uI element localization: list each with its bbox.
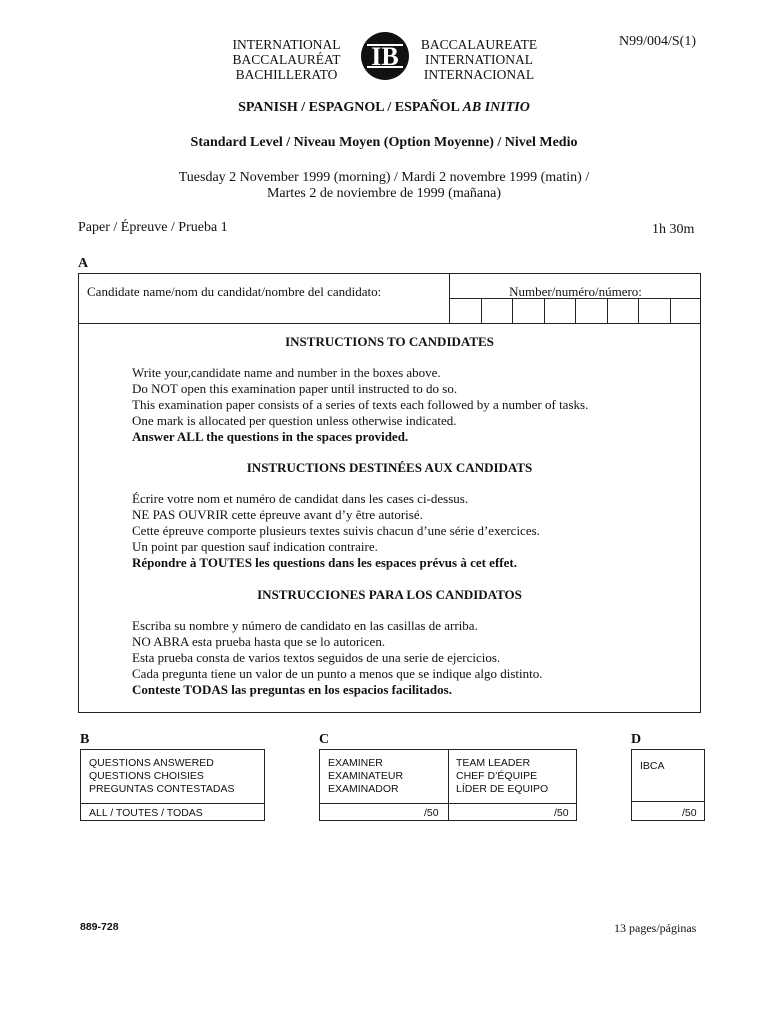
section-a-box <box>78 273 701 713</box>
label-line: PREGUNTAS CONTESTADAS <box>89 783 235 795</box>
instruction-line: Cada pregunta tiene un valor de un punto a menos que se indique algo distinto. <box>132 666 543 681</box>
subject-level-italic: AB INITIO <box>462 100 530 115</box>
team-leader-label <box>456 757 548 796</box>
number-cell[interactable] <box>576 299 608 324</box>
number-cell[interactable] <box>545 299 577 324</box>
instruction-line: NO ABRA esta prueba hasta que se lo autoricen. <box>132 634 386 649</box>
instructions-heading-fr: INSTRUCTIONS DESTINÉES AUX CANDIDATS <box>246 460 533 475</box>
instruction-line-bold: Conteste TODAS las preguntas en los espacios facilitados. <box>132 682 452 697</box>
all-questions-label: ALL / TOUTES / TODAS <box>89 807 203 819</box>
org-line: INTERNATIONAL <box>232 37 341 52</box>
questions-answered-label <box>89 757 234 796</box>
section-c-box <box>319 749 577 821</box>
instruction-line: Escriba su nombre y número de candidato en las casillas de arriba. <box>132 618 478 633</box>
instructions-en <box>132 365 588 445</box>
candidate-number-label: Number/numéro/número: <box>509 284 642 299</box>
instructions-es <box>132 618 543 698</box>
org-line: BACCALAUREATE <box>420 37 538 52</box>
number-cell[interactable] <box>450 299 482 324</box>
duration: 1h 30m <box>652 222 695 237</box>
org-name-right <box>414 37 544 82</box>
label-line: EXAMINATEUR <box>328 770 404 782</box>
number-cell[interactable] <box>639 299 671 324</box>
candidate-name-label: Candidate name/nom du candidat/nombre del candidato: <box>87 284 382 299</box>
instruction-line: This examination paper consists of a series of texts each followed by a number of tasks. <box>132 397 589 412</box>
number-cell[interactable] <box>482 299 514 324</box>
ib-logo-text: IB <box>371 42 399 71</box>
date-line: Tuesday 2 November 1999 (morning) / Mardi 2 novembre 1999 (matin) / <box>178 170 590 185</box>
page-count: 13 pages/páginas <box>614 921 697 935</box>
ibca-score: /50 <box>682 807 697 819</box>
number-cell[interactable] <box>608 299 640 324</box>
paper-code: N99/004/S(1) <box>619 34 696 49</box>
instruction-line: Do NOT open this examination paper until instructed to do so. <box>132 381 458 396</box>
instruction-line: Write your,candidate name and number in the boxes above. <box>132 365 441 380</box>
section-b-box <box>80 749 265 821</box>
org-line: BACHILLERATO <box>235 67 338 82</box>
examiner-score: /50 <box>424 807 439 819</box>
instruction-line: NE PAS OUVRIR cette épreuve avant d’y être autorisé. <box>132 507 423 522</box>
instructions-heading-es: INSTRUCCIONES PARA LOS CANDIDATOS <box>257 587 522 602</box>
level-title: Standard Level / Niveau Moyen (Option Moyenne) / Nivel Medio <box>190 135 578 150</box>
team-leader-score: /50 <box>554 807 569 819</box>
subject-title <box>0 100 768 116</box>
label-line: TEAM LEADER <box>456 757 531 769</box>
subject-name: SPANISH / ESPAGNOL / ESPAÑOL <box>238 100 460 115</box>
candidate-number-area <box>449 274 701 323</box>
candidate-row <box>79 274 700 324</box>
section-d-box <box>631 749 705 821</box>
section-a-letter: A <box>78 256 89 271</box>
label-line: CHEF D’ÉQUIPE <box>456 770 538 782</box>
instruction-line: Un point par question sauf indication contraire. <box>132 539 378 554</box>
instruction-line: Esta prueba consta de varios textos seguidos de una serie de ejercicios. <box>132 650 501 665</box>
org-line: BACCALAURÉAT <box>232 52 341 67</box>
instruction-line-bold: Answer ALL the questions in the spaces provided. <box>132 429 409 444</box>
instruction-line: One mark is allocated per question unless otherwise indicated. <box>132 413 457 428</box>
instructions-fr <box>132 491 540 571</box>
instruction-line: Écrire votre nom et numéro de candidat dans les cases ci-dessus. <box>132 491 469 506</box>
ibca-label: IBCA <box>640 760 665 772</box>
divider <box>81 803 264 804</box>
org-name-left <box>220 37 353 82</box>
examiner-label <box>328 757 403 796</box>
paper-label: Paper / Épreuve / Prueba 1 <box>78 220 228 235</box>
document-code: 889-728 <box>80 921 119 933</box>
instructions-heading-en: INSTRUCTIONS TO CANDIDATES <box>285 334 494 349</box>
label-line: EXAMINADOR <box>328 783 399 795</box>
org-line: INTERNACIONAL <box>423 67 535 82</box>
ib-logo <box>360 31 410 81</box>
number-cell[interactable] <box>671 299 702 324</box>
divider <box>448 750 449 820</box>
section-c-letter: C <box>319 732 330 747</box>
label-line: LÍDER DE EQUIPO <box>456 783 549 795</box>
divider <box>632 801 704 802</box>
instruction-line: Cette épreuve comporte plusieurs textes suivis chacun d’une série d’exercices. <box>132 523 540 538</box>
label-line: QUESTIONS CHOISIES <box>89 770 204 782</box>
section-b-letter: B <box>80 732 90 747</box>
divider <box>320 803 576 804</box>
exam-date <box>0 170 768 202</box>
label-line: QUESTIONS ANSWERED <box>89 757 214 769</box>
org-line: INTERNATIONAL <box>425 52 533 67</box>
instruction-line-bold: Répondre à TOUTES les questions dans les espaces prévus à cet effet. <box>132 555 517 570</box>
candidate-number-cells <box>450 298 701 324</box>
section-d-letter: D <box>631 732 642 747</box>
number-cell[interactable] <box>513 299 545 324</box>
label-line: EXAMINER <box>328 757 383 769</box>
date-line: Martes 2 de noviembre de 1999 (mañana) <box>266 186 502 201</box>
